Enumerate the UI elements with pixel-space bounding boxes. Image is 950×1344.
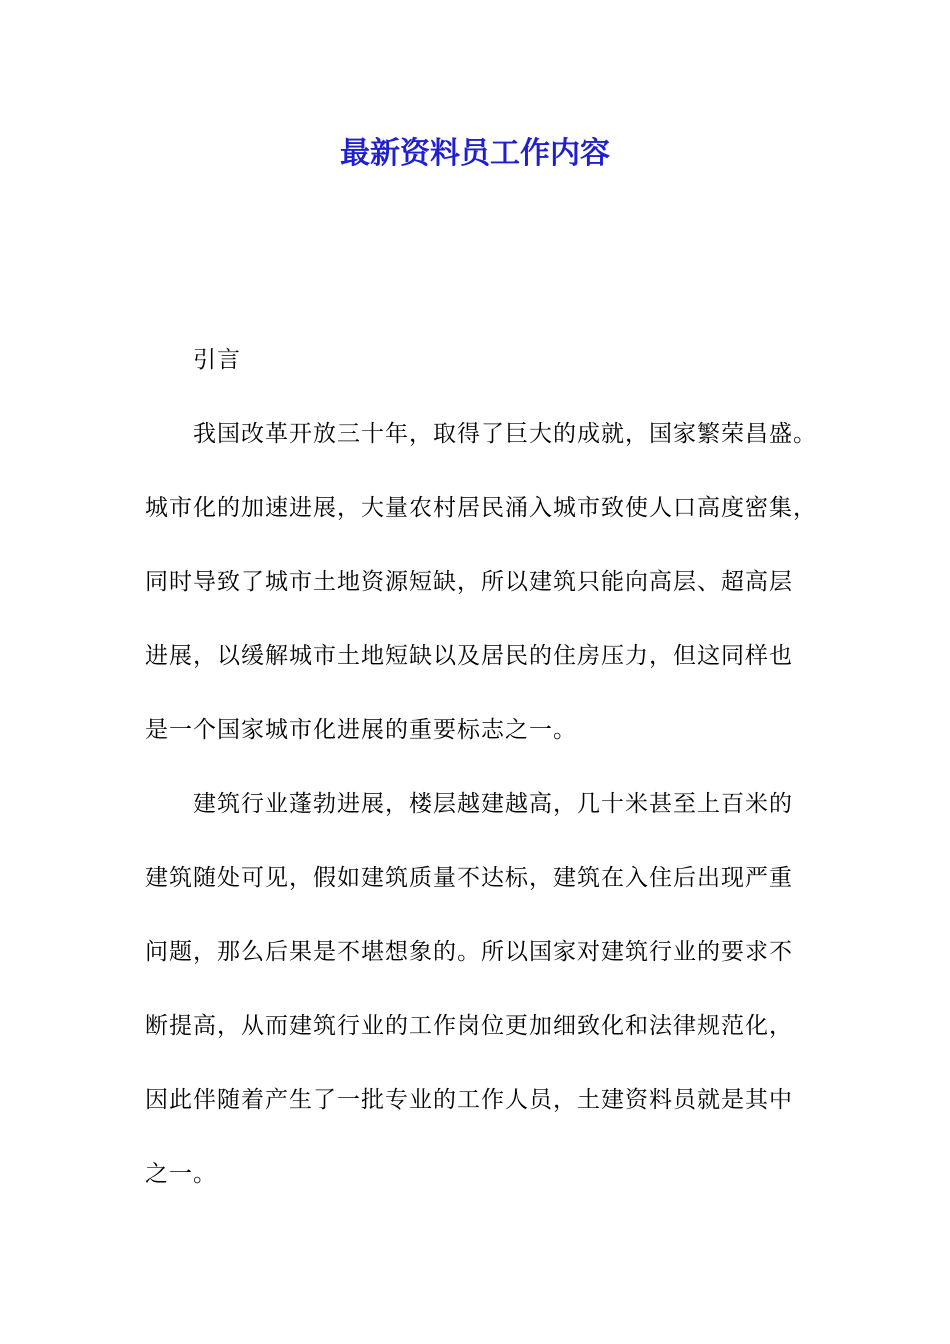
- document-title: 最新资料员工作内容: [340, 136, 610, 171]
- paragraph-line: 城市化的加速进展，大量农村居民涌入城市致使人口高度密集，: [145, 495, 817, 521]
- paragraph-line: 因此伴随着产生了一批专业的工作人员，土建资料员就是其中: [145, 1087, 793, 1113]
- paragraph-spacer: [145, 387, 810, 407]
- line-spacer: [145, 979, 810, 999]
- paragraph-line: 进展，以缓解城市土地短缺以及居民的住房压力，但这同样也: [145, 643, 793, 669]
- paragraph-line: 同时导致了城市土地资源短缺，所以建筑只能向高层、超高层: [145, 569, 793, 595]
- paragraph-line: 之一。: [145, 1161, 217, 1187]
- line-spacer: [145, 535, 810, 555]
- paragraph-line: 我国改革开放三十年，取得了巨大的成就，国家繁荣昌盛。: [193, 421, 817, 447]
- paragraph-line: 是一个国家城市化进展的重要标志之一。: [145, 717, 577, 743]
- paragraph-line: 问题，那么后果是不堪想象的。所以国家对建筑行业的要求不: [145, 939, 793, 965]
- line-spacer: [145, 905, 810, 925]
- intro-heading: 引言: [193, 347, 241, 373]
- line-spacer: [145, 461, 810, 481]
- line-spacer: [145, 1053, 810, 1073]
- paragraph-line: 建筑行业蓬勃进展，楼层越建越高，几十米甚至上百米的: [193, 791, 793, 817]
- line-spacer: [145, 609, 810, 629]
- paragraph-line: 建筑随处可见，假如建筑质量不达标，建筑在入住后出现严重: [145, 865, 793, 891]
- paragraph-2: [145, 777, 810, 1201]
- line-spacer: [145, 683, 810, 703]
- paragraph-spacer: [145, 757, 810, 777]
- paragraph-1: [145, 407, 817, 757]
- line-spacer: [145, 831, 810, 851]
- paragraph-line: 断提高，从而建筑行业的工作岗位更加细致化和法律规范化，: [145, 1013, 793, 1039]
- line-spacer: [145, 1127, 810, 1147]
- document-body: [145, 333, 817, 1201]
